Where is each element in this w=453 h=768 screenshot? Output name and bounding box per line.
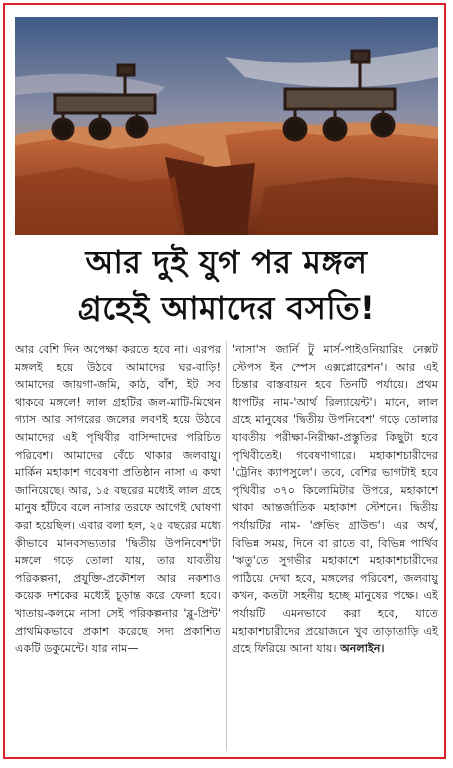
source-credit: অনলাইন। [340,642,385,656]
headline-line-2: গ্রহেই আমাদের বসতি! [77,289,376,327]
headline [19,239,434,331]
column-2-text: 'নাসা'স জার্নি টু মার্স-পাইওনিয়ারিং নেক্সট স্টেপস ইন স্পেস এক্সপ্লোরেশন'। আর এই চিন্তার বাস্তবায়ন হবে তিনটি পর্যায়ে। প্রথম ধাপটির নাম-'আর্থ রিল্যায়েন্ট'। মানে, লাল গ্রহে মানুষের 'দ্বিতীয় উপনিবেশ' গড়ে তোলার যাবতীয় পরীক্ষা-নিরীক্ষা-প্রস্তুতির কিছুটা হবে পৃথিবীতেই। গবেষণাগারে। মহাকাশচারীদের 'ট্রেনিং ক্যাপসুলে'। তবে, বেশির ভাগটাই হবে পৃথিবীর ৩৭০ কিলোমিটার উপরে, মহাকাশে থাকা আন্তর্জাতিক মহাকাশ স্টেশনে। দ্বিতীয় পর্যায়টির নাম- 'প্রুভিং গ্রাউন্ড'। এর অর্থ, বিভিন্ন সময়, দিনে বা রাতে বা, বিভিন্ন পার্থিব 'ঋতু'তে সুগভীর মহাকাশে মহাকাশচারীদের পাঠিয়ে দেখা হবে, মঙ্গলের পরিবেশ, জলবায়ু কখন, কতটা সহনীয় হচ্ছে মানুষের পক্ষে। এই পর্যায়টি এমনভাবে করা হবে, যাতে মহাকাশচারীদের প্রয়োজনে খুব তাড়াতাড়ি এই গ্রহে ফিরিয়ে আনা যায়। [232,343,438,656]
rover-photo [15,17,438,235]
article-body [15,341,438,751]
article-frame [3,3,446,759]
column-2-paragraph [232,341,438,658]
column-divider [226,341,227,751]
article-column-2 [232,341,438,751]
column-1-text: আর বেশি দিন অপেক্ষা করতে হবে না। এরপর মঙ্গলই হয়ে উঠবে আমাদের ঘর-বাড়ি! আমাদের জায়গা-জমি, কাঠ, বাঁশ, ইট সব থাকবে মঙ্গলে! লাল গ্রহটির জল-মাটি-মিথেন গ্যাস আর সাগরের জলের লবণই হয়ে উঠবে আমাদের এই পৃথিবীর বাসিন্দাদের পরিচিত পরিবেশ। আমাদের বেঁচে থাকার জলবায়ু। মার্কিন মহাকাশ গবেষণা প্রতিষ্ঠান নাসা এ কথা জানিয়েছে। আর, ১৫ বছরের মধ্যেই লাল গ্রহে মানুষ হাঁটবে বলে নাসার তরফে আগেই ঘোষণা করা হয়েছিল। এবার বলা হল, ২৫ বছরের মধ্যে কীভাবে মানবসভ্যতার 'দ্বিতীয় উপনিবেশ'টা মঙ্গলে গড়ে তোলা যায়, তার যাবতীয় পরিকল্পনা, প্রযুক্তি-প্রকৌশল আর নকশাও কয়েক দশকের মধ্যেই চূড়ান্ত করে ফেলা হবে। খাতায়-কলমে নাসা সেই পরিকল্পনার 'ব্লু-প্রিন্ট' প্রাথমিকভাবে প্রকাশ করেছে সদ্য প্রকাশিত একটি ডকুমেন্টে। যার নাম— [15,343,221,656]
headline-line-1: আর দুই যুগ পর মঙ্গল [85,243,368,281]
mars-rover-illustration [15,17,438,235]
article-column-1 [15,341,221,751]
